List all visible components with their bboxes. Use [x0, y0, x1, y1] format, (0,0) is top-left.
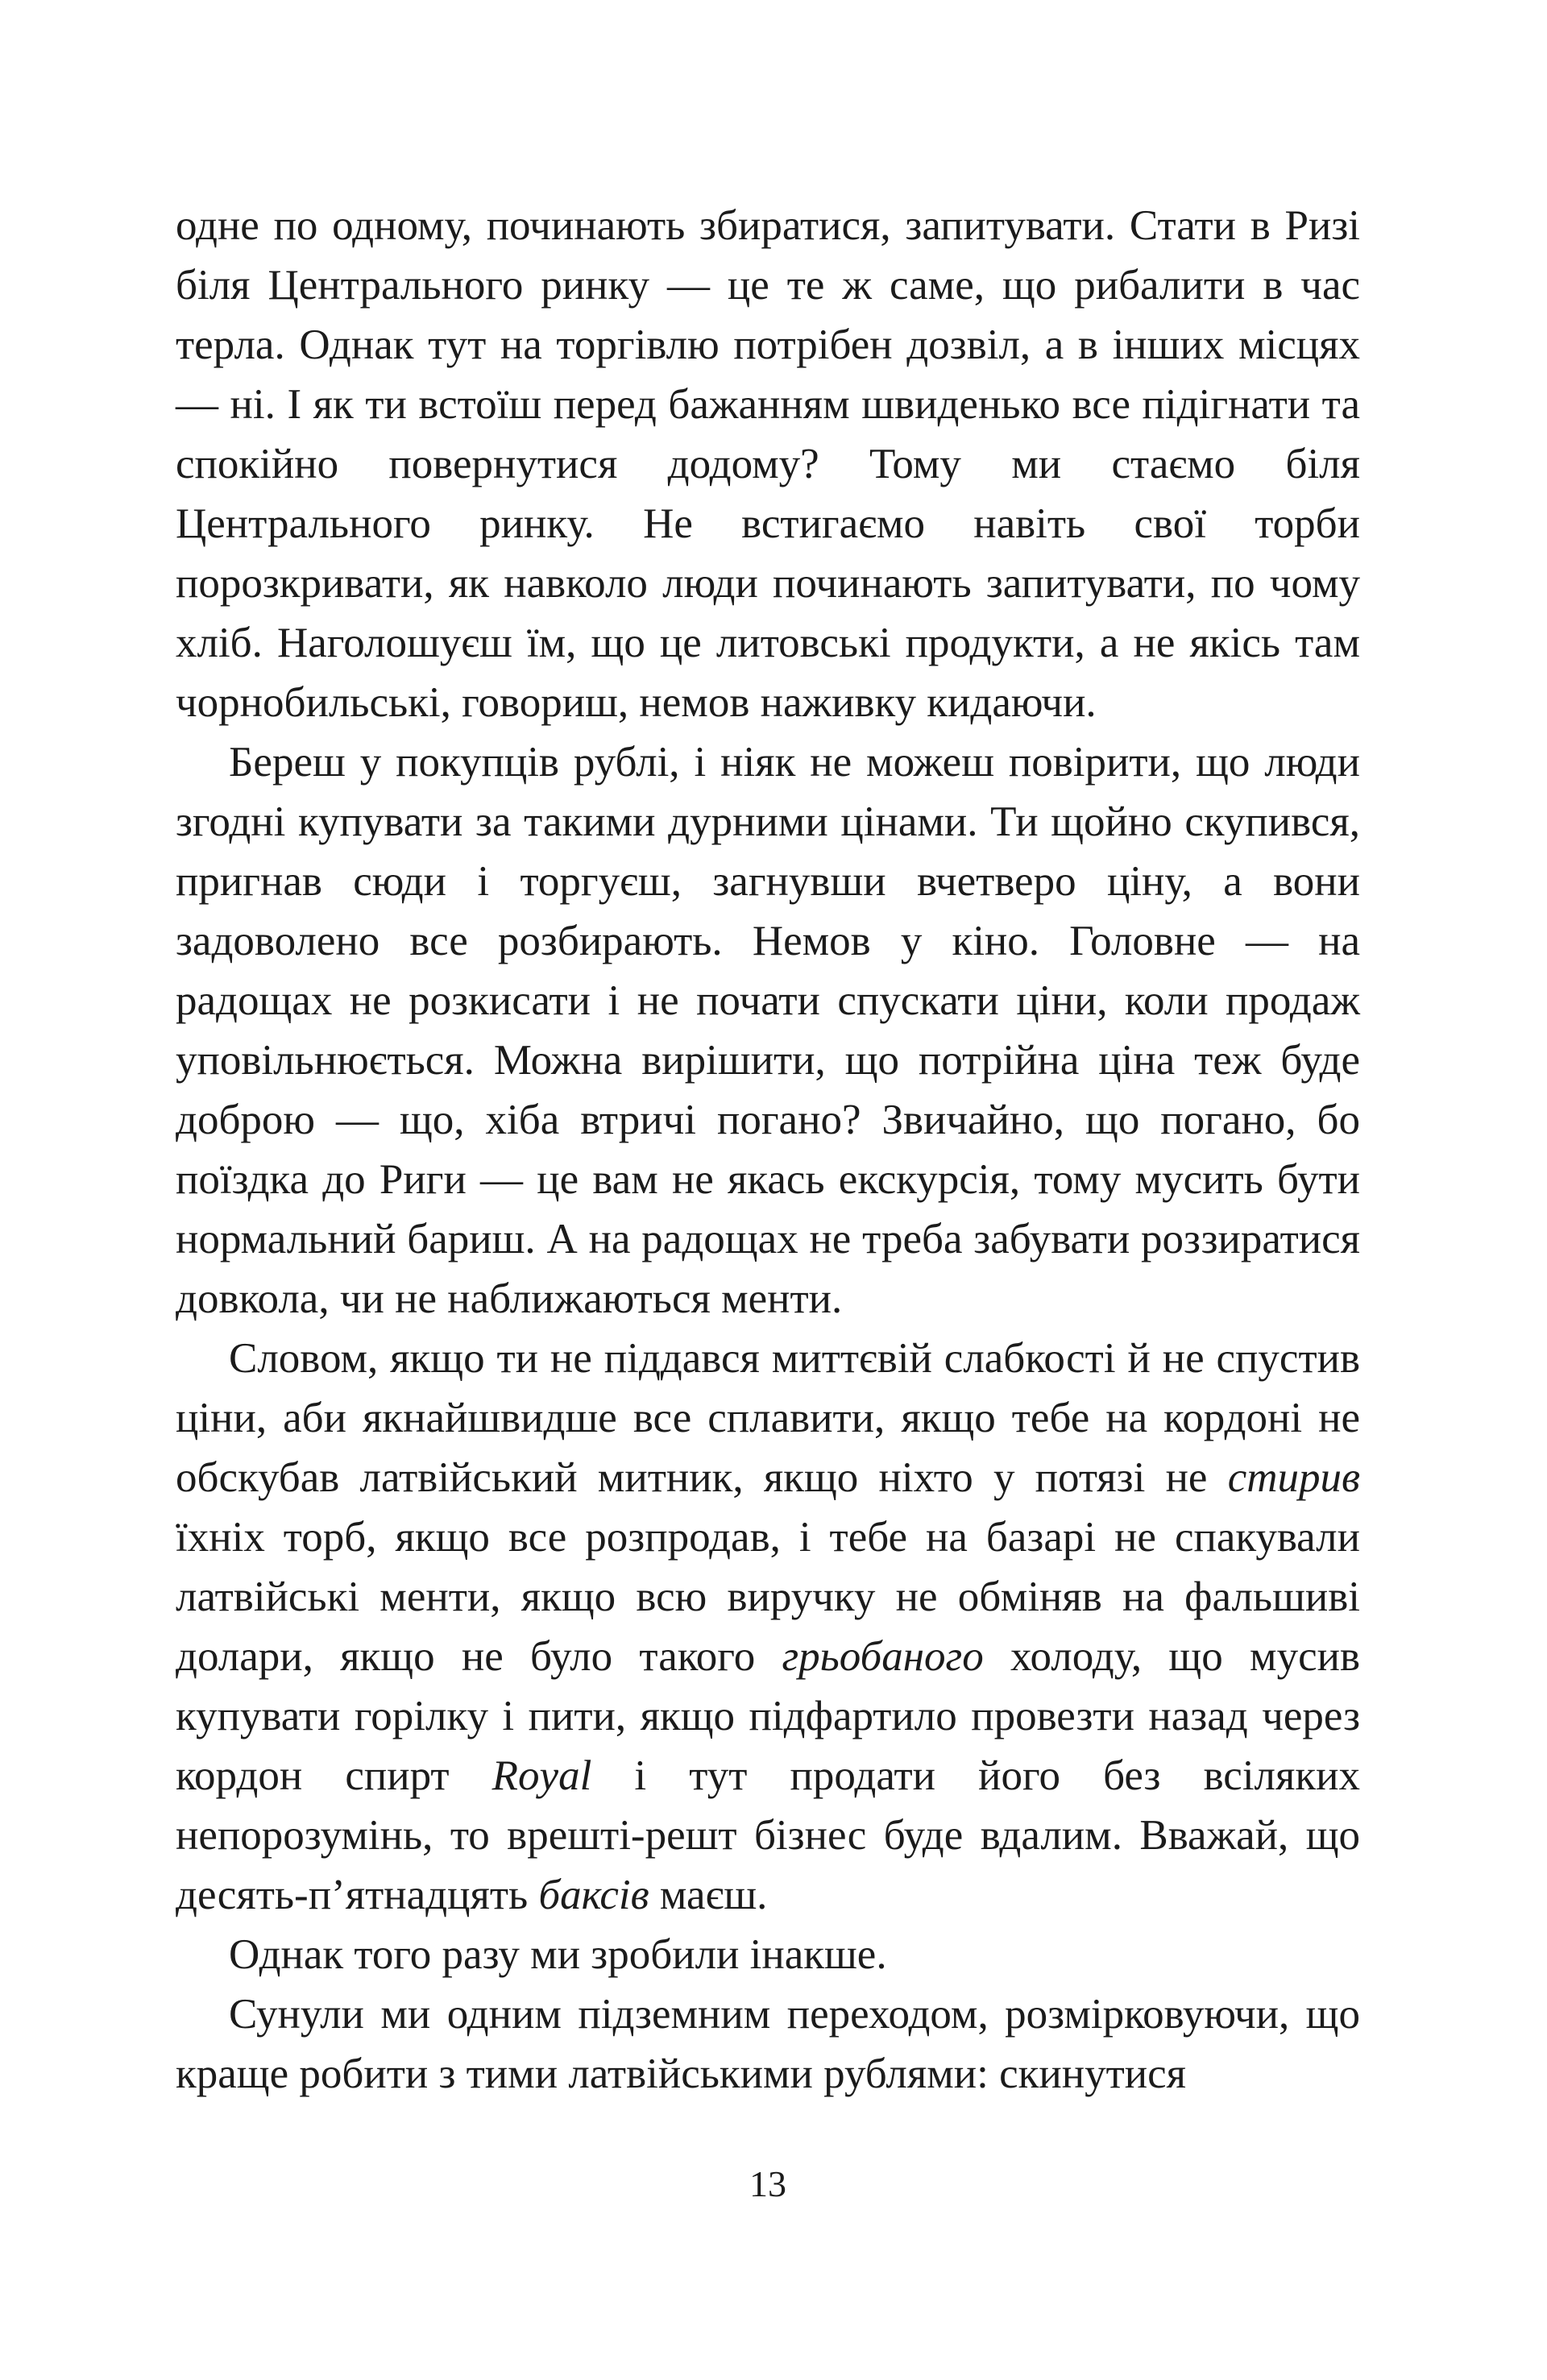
italic-text-run: стирив: [1227, 1454, 1360, 1501]
text-run: Береш у покупців рублі, і ніяк не можеш повірити, що люди згодні купувати за такими дурними цінами. Ти щойно скупився, пригнав сюди і торгуєш, загнувши вчетверо ціну, а вони задоволено все розбирають. Немов у кіно. Головне — на радощах не розкисати і не почати спускати ціни, коли продаж уповільнюється. Можна вирішити, що потрійна ціна теж буде доброю — що, хіба втричі погано? Звичайно, що погано, бо поїздка до Риги — це вам не якась екскурсія, тому мусить бути нормальний бариш. А на радощах не треба забувати роззиратися довкола, чи не наближаються менти.: [176, 739, 1360, 1322]
paragraph: [176, 1984, 1360, 2104]
text-run: Словом, якщо ти не піддався миттєвій слабкості й не спустив ціни, аби якнайшвидше все сплавити, якщо тебе на кордоні не обскубав латвійський митник, якщо ніхто у потязі не: [176, 1335, 1360, 1501]
text-run: одне по одному, починають збиратися, запитувати. Стати в Ризі біля Центрального ринку — це те ж саме, що рибалити в час терла. Однак тут на торгівлю потрібен дозвіл, а в інших місцях — ні. І як ти встоїш перед бажанням швиденько все підігнати та спокійно повернутися додому? Тому ми стаємо біля Центрального ринку. Не встигаємо навіть свої торби порозкривати, як навколо люди починають запитувати, по чому хліб. Наголошуєш їм, що це литовські продукти, а не якісь там чорнобильські, говориш, немов наживку кидаючи.: [176, 202, 1360, 726]
text-run: їхніх торб, якщо все розпродав, і тебе на базарі не спакували латвійські менти, якщо всю виручку не обміняв на фальшиві долари, якщо не було такого: [176, 1514, 1360, 1680]
text-run: Однак того разу ми зробили інакше.: [229, 1931, 887, 1978]
text-block: [176, 196, 1360, 2104]
paragraph: [176, 1925, 1360, 1984]
text-run: і тут продати його без всіляких непорозумінь, то врешті-решт бізнес буде вдалим. Вважай, що десять-п’ятнадцять: [176, 1752, 1360, 1918]
text-run: маєш.: [649, 1872, 768, 1918]
page-number: 13: [749, 2163, 786, 2204]
italic-text-run: Royal: [491, 1752, 592, 1799]
text-run: холоду, що мусив купувати горілку і пити, якщо підфартило провезти назад через кордон спирт: [176, 1633, 1360, 1799]
paragraph: [176, 196, 1360, 732]
paragraph: [176, 732, 1360, 1329]
italic-text-run: баксів: [538, 1872, 649, 1918]
paragraph: [176, 1329, 1360, 1925]
italic-text-run: грьобаного: [782, 1633, 984, 1680]
text-run: Сунули ми одним підземним переходом, розмірковуючи, що краще робити з тими латвійськими рублями: скинутися: [176, 1991, 1360, 2097]
